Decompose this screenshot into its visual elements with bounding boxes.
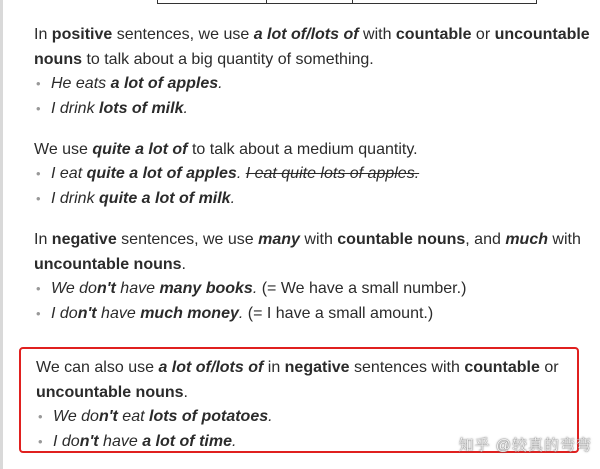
list-item: • I don't have much money. (= I have a small amount.) [34, 302, 594, 327]
example-list [34, 162, 594, 211]
table-column-divider [266, 0, 267, 3]
paragraph: In negative sentences, we use many with countable nouns, and much with uncountable nouns. [34, 231, 581, 273]
list-item: • He eats a lot of apples. [34, 72, 594, 97]
paragraph: We use quite a lot of to talk about a medium quantity. [34, 141, 418, 158]
table-bottom-edge [157, 0, 537, 4]
watermark: 知乎 @较真的弯弯 [458, 437, 592, 454]
list-item: • We don't eat lots of potatoes. [36, 405, 576, 430]
paragraph: In positive sentences, we use a lot of/lots of with countable or uncountable nouns to talk about a big quantity of something. [34, 26, 590, 68]
list-item: • I don't have a lot of time. [36, 430, 576, 455]
section-positive [34, 22, 594, 121]
left-border-rule [0, 0, 3, 469]
example-list [34, 72, 594, 121]
table-column-divider [352, 0, 353, 3]
list-item: • I eat quite a lot of apples. I eat quite lots of apples. [34, 162, 594, 187]
example-list [34, 277, 594, 326]
list-item: • I drink lots of milk. [34, 97, 594, 122]
incorrect-example: I eat quite lots of apples. [245, 165, 420, 182]
section-negative [34, 227, 594, 326]
section-medium-quantity [34, 137, 594, 211]
paragraph: We can also use a lot of/lots of in negative sentences with countable or uncountable nouns. [36, 359, 559, 401]
list-item: • We don't have many books. (= We have a small number.) [34, 277, 594, 302]
list-item: • I drink quite a lot of milk. [34, 187, 594, 212]
article-content [34, 22, 594, 342]
